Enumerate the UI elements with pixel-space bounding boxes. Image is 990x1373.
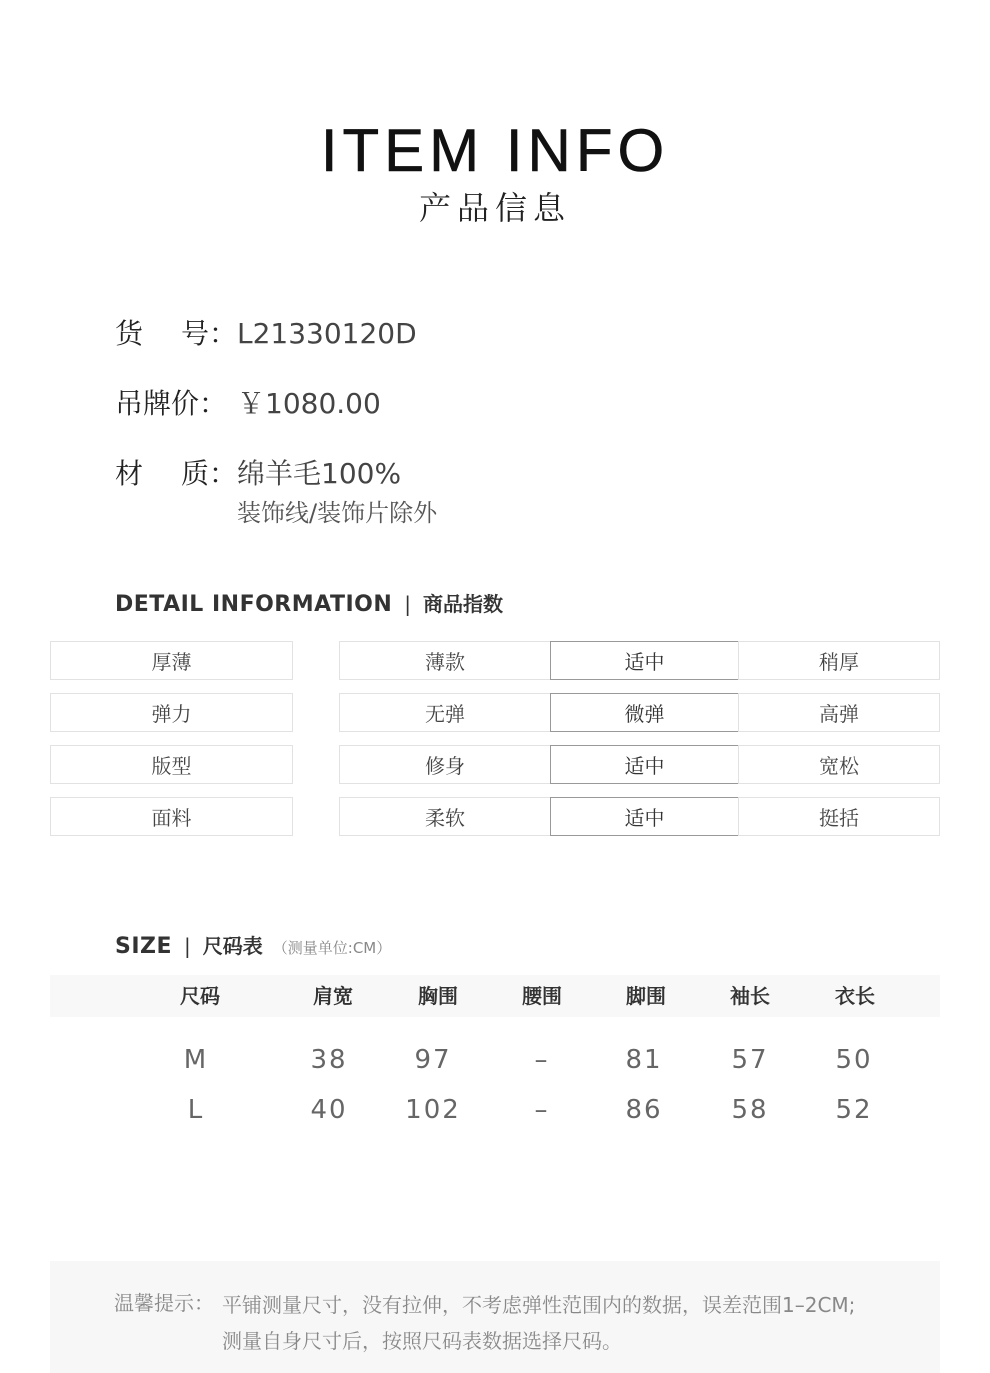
detail-row-thickness (50, 641, 940, 680)
detail-option: 高弹 (738, 693, 940, 732)
detail-row-elasticity (50, 693, 940, 732)
size-title-en: SIZE (115, 934, 173, 959)
detail-option: 柔软 (339, 797, 551, 836)
size-cell: 38 (310, 1045, 348, 1075)
size-title-cn: 尺码表 (202, 934, 263, 958)
size-cell: 50 (835, 1045, 873, 1075)
size-section-title (115, 930, 391, 959)
detail-grid (50, 641, 940, 849)
detail-option: 宽松 (738, 745, 940, 784)
detail-row-fabric (50, 797, 940, 836)
size-cell: 40 (310, 1095, 348, 1125)
price-row (115, 382, 437, 426)
material-note: 装饰线/装饰片除外 (237, 499, 438, 527)
size-header-cell: 尺码 (180, 984, 220, 1008)
size-title-separator: | (184, 934, 191, 958)
tip-text (222, 1287, 922, 1359)
tip-line-1: 平铺测量尺寸，没有拉伸，不考虑弹性范围内的数据，误差范围1–2CM; (222, 1293, 856, 1317)
tip-line-2: 测量自身尺寸后，按照尺码表数据选择尺码。 (222, 1329, 622, 1353)
detail-option: 稍厚 (738, 641, 940, 680)
size-cell: 86 (625, 1095, 663, 1125)
size-row-m (50, 1035, 940, 1085)
detail-label: 版型 (50, 745, 293, 784)
size-cell: 58 (731, 1095, 769, 1125)
detail-label: 厚薄 (50, 641, 293, 680)
item-no-row (115, 312, 437, 356)
size-cell: – (534, 1045, 550, 1075)
page-header (0, 118, 990, 228)
detail-option: 无弹 (339, 693, 551, 732)
tip-label: 温馨提示： (114, 1291, 214, 1315)
size-cell: L (187, 1095, 205, 1125)
detail-option: 挺括 (738, 797, 940, 836)
detail-row-fit (50, 745, 940, 784)
detail-option-selected: 适中 (550, 641, 739, 680)
size-header-cell: 胸围 (418, 984, 458, 1008)
detail-title-cn: 商品指数 (423, 592, 504, 616)
detail-option-selected: 适中 (550, 745, 739, 784)
item-info (115, 312, 437, 556)
size-header-cell: 衣长 (835, 984, 875, 1008)
detail-section-title (115, 588, 503, 617)
detail-option-selected: 微弹 (550, 693, 739, 732)
size-cell: 52 (835, 1095, 873, 1125)
item-no-label: 货 号： (115, 317, 237, 350)
size-cell: 57 (731, 1045, 769, 1075)
detail-option: 修身 (339, 745, 551, 784)
size-header-cell: 腰围 (522, 984, 562, 1008)
title-cn: 产品信息 (418, 189, 571, 227)
price-value: ￥1080.00 (237, 387, 381, 420)
size-unit-note: （测量单位:CM） (272, 939, 392, 957)
material-label: 材 质： (115, 457, 237, 490)
size-header-cell: 肩宽 (313, 984, 353, 1008)
detail-title-en: DETAIL INFORMATION (115, 592, 393, 617)
size-cell: 102 (405, 1095, 461, 1125)
tip-box (50, 1261, 940, 1373)
price-label: 吊牌价： (115, 387, 228, 420)
size-cell: M (183, 1045, 209, 1075)
material-value: 绵羊毛100% (237, 457, 402, 490)
detail-title-separator: | (404, 592, 412, 616)
size-cell: 81 (625, 1045, 663, 1075)
detail-option: 薄款 (339, 641, 551, 680)
size-cell: 97 (414, 1045, 452, 1075)
item-no-value: L21330120D (237, 317, 417, 350)
size-table-header (50, 975, 940, 1017)
size-header-cell: 袖长 (730, 984, 770, 1008)
detail-label: 面料 (50, 797, 293, 836)
detail-option-selected: 适中 (550, 797, 739, 836)
size-row-l (50, 1085, 940, 1135)
size-cell: – (534, 1095, 550, 1125)
material-row (115, 452, 437, 530)
detail-label: 弹力 (50, 693, 293, 732)
title-en: ITEM INFO (320, 117, 670, 184)
size-header-cell: 脚围 (626, 984, 666, 1008)
size-table (50, 975, 940, 1135)
